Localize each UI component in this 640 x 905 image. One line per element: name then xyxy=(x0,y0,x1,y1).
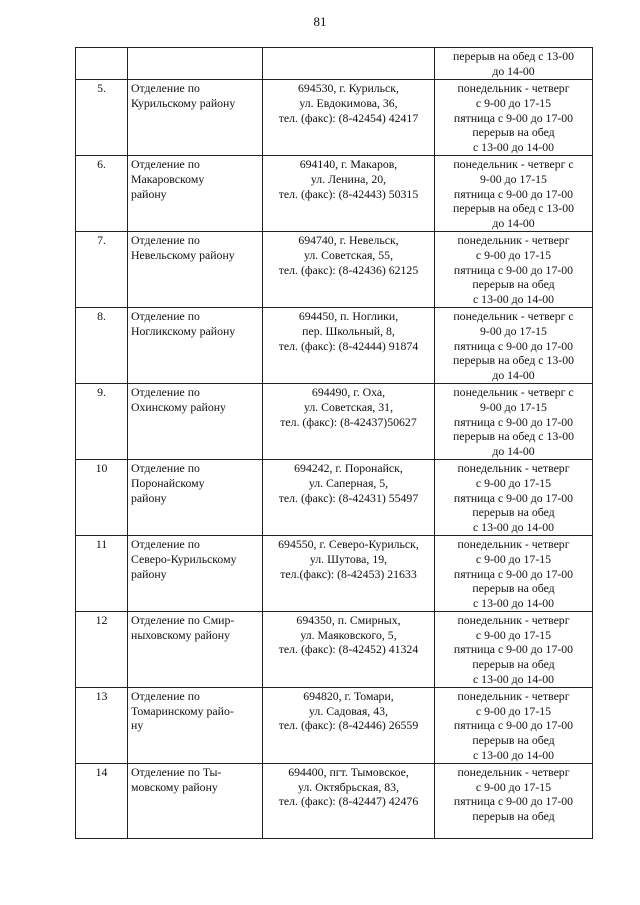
office-name-line: Поронайскому xyxy=(131,475,205,490)
cell-address xyxy=(263,80,435,156)
cell-number xyxy=(76,535,128,611)
hours-line: перерыв на обед xyxy=(472,733,555,748)
hours-line: 9-00 до 17-15 xyxy=(480,323,547,338)
address-line: тел. (факс): (8-42444) 91874 xyxy=(278,338,419,353)
hours-line: пятница с 9-00 до 17-00 xyxy=(453,794,574,809)
hours-line: с 13-00 до 14-00 xyxy=(472,748,555,763)
cell-address xyxy=(263,231,435,307)
cell-working-hours xyxy=(435,687,593,763)
hours-line: перерыв на обед xyxy=(472,277,555,292)
cell-number xyxy=(76,763,128,838)
hours-line: пятница с 9-00 до 17-00 xyxy=(453,262,574,277)
address-line: тел. (факс): (8-42446) 26559 xyxy=(278,718,419,733)
hours-line: перерыв на обед с 13-00 xyxy=(452,49,574,63)
hours-line: понедельник - четверг xyxy=(457,536,570,551)
office-name-line: Невельскому району xyxy=(131,247,235,262)
address-line: тел.(факс): (8-42453) 21633 xyxy=(280,566,417,581)
office-name-line: Отделение по xyxy=(131,308,200,323)
hours-line: перерыв на обед с 13-00 xyxy=(452,353,574,368)
cell-working-hours xyxy=(435,383,593,459)
office-name-line: району xyxy=(131,490,167,505)
office-name-line: ныховскому району xyxy=(131,627,231,642)
table-row xyxy=(76,231,593,307)
address-line: 694242, г. Поронайск, xyxy=(294,460,403,475)
address-line: пер. Школьный, 8, xyxy=(302,323,395,338)
office-name-line: Отделение по Смир- xyxy=(131,612,235,627)
hours-line: до 14-00 xyxy=(492,444,535,459)
row-number: 5. xyxy=(97,81,106,95)
cell-number xyxy=(76,611,128,687)
office-name-line: Томаринскому райо- xyxy=(131,703,234,718)
hours-line: пятница с 9-00 до 17-00 xyxy=(453,338,574,353)
hours-line: перерыв на обед xyxy=(472,505,555,520)
offices-schedule-table xyxy=(75,47,593,839)
cell-address xyxy=(263,611,435,687)
office-name-line: Отделение по Ты- xyxy=(131,764,222,779)
cell-office-name xyxy=(128,383,263,459)
address-line: 694550, г. Северо-Курильск, xyxy=(278,536,419,551)
cell-address xyxy=(263,535,435,611)
office-name-line: району xyxy=(131,186,167,201)
cell-number xyxy=(76,231,128,307)
office-name-line: Курильскому району xyxy=(131,95,236,110)
hours-line: перерыв на обед xyxy=(472,657,555,672)
table-row xyxy=(76,383,593,459)
cell-working-hours xyxy=(435,48,593,80)
hours-line: понедельник - четверг xyxy=(457,460,570,475)
cell-working-hours xyxy=(435,611,593,687)
address-line: ул. Советская, 55, xyxy=(303,247,394,262)
address-line: тел. (факс): (8-42452) 41324 xyxy=(278,642,419,657)
address-line: тел. (факс): (8-42443) 50315 xyxy=(278,186,419,201)
cell-office-name xyxy=(128,459,263,535)
office-name-line: ну xyxy=(131,718,144,733)
hours-line: перерыв на обед xyxy=(472,581,555,596)
office-name-line: Отделение по xyxy=(131,460,200,475)
page-number: 81 xyxy=(313,14,327,29)
cell-number xyxy=(76,80,128,156)
row-number: 11 xyxy=(95,536,108,551)
cell-working-hours xyxy=(435,307,593,383)
hours-line: пятница с 9-00 до 17-00 xyxy=(453,490,574,505)
table-row xyxy=(76,687,593,763)
office-name-line: району xyxy=(131,566,167,581)
hours-line: с 13-00 до 14-00 xyxy=(472,596,555,611)
row-number: 7. xyxy=(97,232,106,247)
office-name-line: Отделение по xyxy=(131,156,200,171)
address-line: ул. Советская, 31, xyxy=(303,399,394,414)
office-name-line: Северо-Курильскому xyxy=(131,551,237,566)
cell-number xyxy=(76,687,128,763)
office-name-line: Ногликскому району xyxy=(131,323,236,338)
office-name-line: Отделение по xyxy=(131,536,200,551)
row-number: 9. xyxy=(97,384,106,399)
address-line: 694530, г. Курильск, xyxy=(298,81,399,95)
address-line: ул. Маяковского, 5, xyxy=(300,627,397,642)
hours-line: понедельник - четверг с xyxy=(453,308,574,323)
hours-line: перерыв на обед с 13-00 xyxy=(452,429,574,444)
table-row xyxy=(76,535,593,611)
office-name-line: Отделение по xyxy=(131,384,200,399)
hours-line: с 9-00 до 17-15 xyxy=(475,95,552,110)
hours-line: понедельник - четверг xyxy=(457,688,570,703)
cell-working-hours xyxy=(435,231,593,307)
cell-number xyxy=(76,155,128,231)
hours-line: пятница с 9-00 до 17-00 xyxy=(453,718,574,733)
hours-line: до 14-00 xyxy=(492,63,535,78)
cell-address xyxy=(263,48,435,80)
cell-working-hours xyxy=(435,80,593,156)
row-number: 10 xyxy=(95,460,108,475)
hours-line: с 9-00 до 17-15 xyxy=(475,247,552,262)
hours-line: пятница с 9-00 до 17-00 xyxy=(453,186,574,201)
hours-line: пятница с 9-00 до 17-00 xyxy=(453,414,574,429)
hours-line: с 9-00 до 17-15 xyxy=(475,551,552,566)
row-number: 14 xyxy=(95,764,108,779)
cell-working-hours xyxy=(435,459,593,535)
address-line: ул. Ленина, 20, xyxy=(310,171,387,186)
office-name-line: Отделение по xyxy=(131,232,200,247)
address-line: ул. Евдокимова, 36, xyxy=(299,95,398,110)
cell-working-hours xyxy=(435,763,593,838)
hours-line: с 13-00 до 14-00 xyxy=(472,292,555,307)
cell-office-name xyxy=(128,687,263,763)
cell-office-name xyxy=(128,611,263,687)
hours-line: понедельник - четверг xyxy=(457,81,570,95)
hours-line: с 9-00 до 17-15 xyxy=(475,779,552,794)
hours-line: с 9-00 до 17-15 xyxy=(475,627,552,642)
cell-office-name xyxy=(128,80,263,156)
cell-office-name xyxy=(128,307,263,383)
cell-number xyxy=(76,459,128,535)
cell-address xyxy=(263,307,435,383)
address-line: тел. (факс): (8-42431) 55497 xyxy=(278,490,419,505)
cell-address xyxy=(263,155,435,231)
address-line: тел. (факс): (8-42454) 42417 xyxy=(278,110,419,125)
cell-working-hours xyxy=(435,535,593,611)
hours-line: пятница с 9-00 до 17-00 xyxy=(453,642,574,657)
hours-line: понедельник - четверг с xyxy=(453,156,574,171)
office-name-line: Макаровскому xyxy=(131,171,205,186)
row-number: 6. xyxy=(97,156,106,171)
address-line: ул. Шутова, 19, xyxy=(309,551,388,566)
cell-address xyxy=(263,459,435,535)
hours-line: перерыв на обед с 13-00 xyxy=(452,201,574,216)
hours-line: понедельник - четверг xyxy=(457,612,570,627)
cell-office-name xyxy=(128,763,263,838)
address-line: ул. Садовая, 43, xyxy=(309,703,388,718)
address-line: ул. Саперная, 5, xyxy=(308,475,389,490)
office-name-line: Отделение по xyxy=(131,81,200,95)
table-row xyxy=(76,80,593,156)
address-line: тел. (факс): (8-42447) 42476 xyxy=(278,794,419,809)
cell-address xyxy=(263,763,435,838)
cell-office-name xyxy=(128,535,263,611)
hours-line: понедельник - четверг xyxy=(457,232,570,247)
cell-working-hours xyxy=(435,155,593,231)
hours-line: до 14-00 xyxy=(492,216,535,231)
hours-line: понедельник - четверг xyxy=(457,764,570,779)
cell-number xyxy=(76,307,128,383)
table-row xyxy=(76,459,593,535)
office-name-line: мовскому району xyxy=(131,779,218,794)
cell-number xyxy=(76,383,128,459)
address-line: 694740, г. Невельск, xyxy=(298,232,399,247)
office-name-line: Отделение по xyxy=(131,688,200,703)
hours-line: до 14-00 xyxy=(492,368,535,383)
cell-address xyxy=(263,687,435,763)
address-line: 694140, г. Макаров, xyxy=(299,156,398,171)
address-line: ул. Октябрьская, 83, xyxy=(297,779,400,794)
hours-line: перерыв на обед xyxy=(472,809,555,824)
hours-line: пятница с 9-00 до 17-00 xyxy=(453,566,574,581)
address-line: 694350, п. Смирных, xyxy=(296,612,401,627)
table-row xyxy=(76,763,593,838)
address-line: 694450, п. Ноглики, xyxy=(298,308,399,323)
address-line: 694820, г. Томари, xyxy=(303,688,394,703)
hours-line: понедельник - четверг с xyxy=(453,384,574,399)
hours-line: 9-00 до 17-15 xyxy=(480,399,547,414)
hours-line: с 13-00 до 14-00 xyxy=(472,140,555,155)
cell-office-name xyxy=(128,48,263,80)
office-name-line: Охинскому району xyxy=(131,399,226,414)
hours-line: перерыв на обед xyxy=(472,125,555,140)
table-row xyxy=(76,611,593,687)
cell-office-name xyxy=(128,155,263,231)
row-number: 12 xyxy=(95,612,108,627)
hours-line: с 13-00 до 14-00 xyxy=(472,672,555,687)
row-number: 13 xyxy=(95,688,108,703)
cell-office-name xyxy=(128,231,263,307)
address-line: 694400, пгт. Тымовское, xyxy=(288,764,409,779)
address-line: тел. (факс): (8-42436) 62125 xyxy=(278,262,419,277)
hours-line: пятница с 9-00 до 17-00 xyxy=(453,110,574,125)
table-row xyxy=(76,307,593,383)
cell-number xyxy=(76,48,128,80)
hours-line: с 9-00 до 17-15 xyxy=(475,703,552,718)
hours-line: с 9-00 до 17-15 xyxy=(475,475,552,490)
table-row-continuation xyxy=(76,48,593,80)
hours-line: 9-00 до 17-15 xyxy=(480,171,547,186)
table-row xyxy=(76,155,593,231)
address-line: 694490, г. Оха, xyxy=(311,384,386,399)
cell-address xyxy=(263,383,435,459)
row-number: 8. xyxy=(97,308,106,323)
address-line: тел. (факс): (8-42437)50627 xyxy=(280,414,417,429)
hours-line: с 13-00 до 14-00 xyxy=(472,520,555,535)
